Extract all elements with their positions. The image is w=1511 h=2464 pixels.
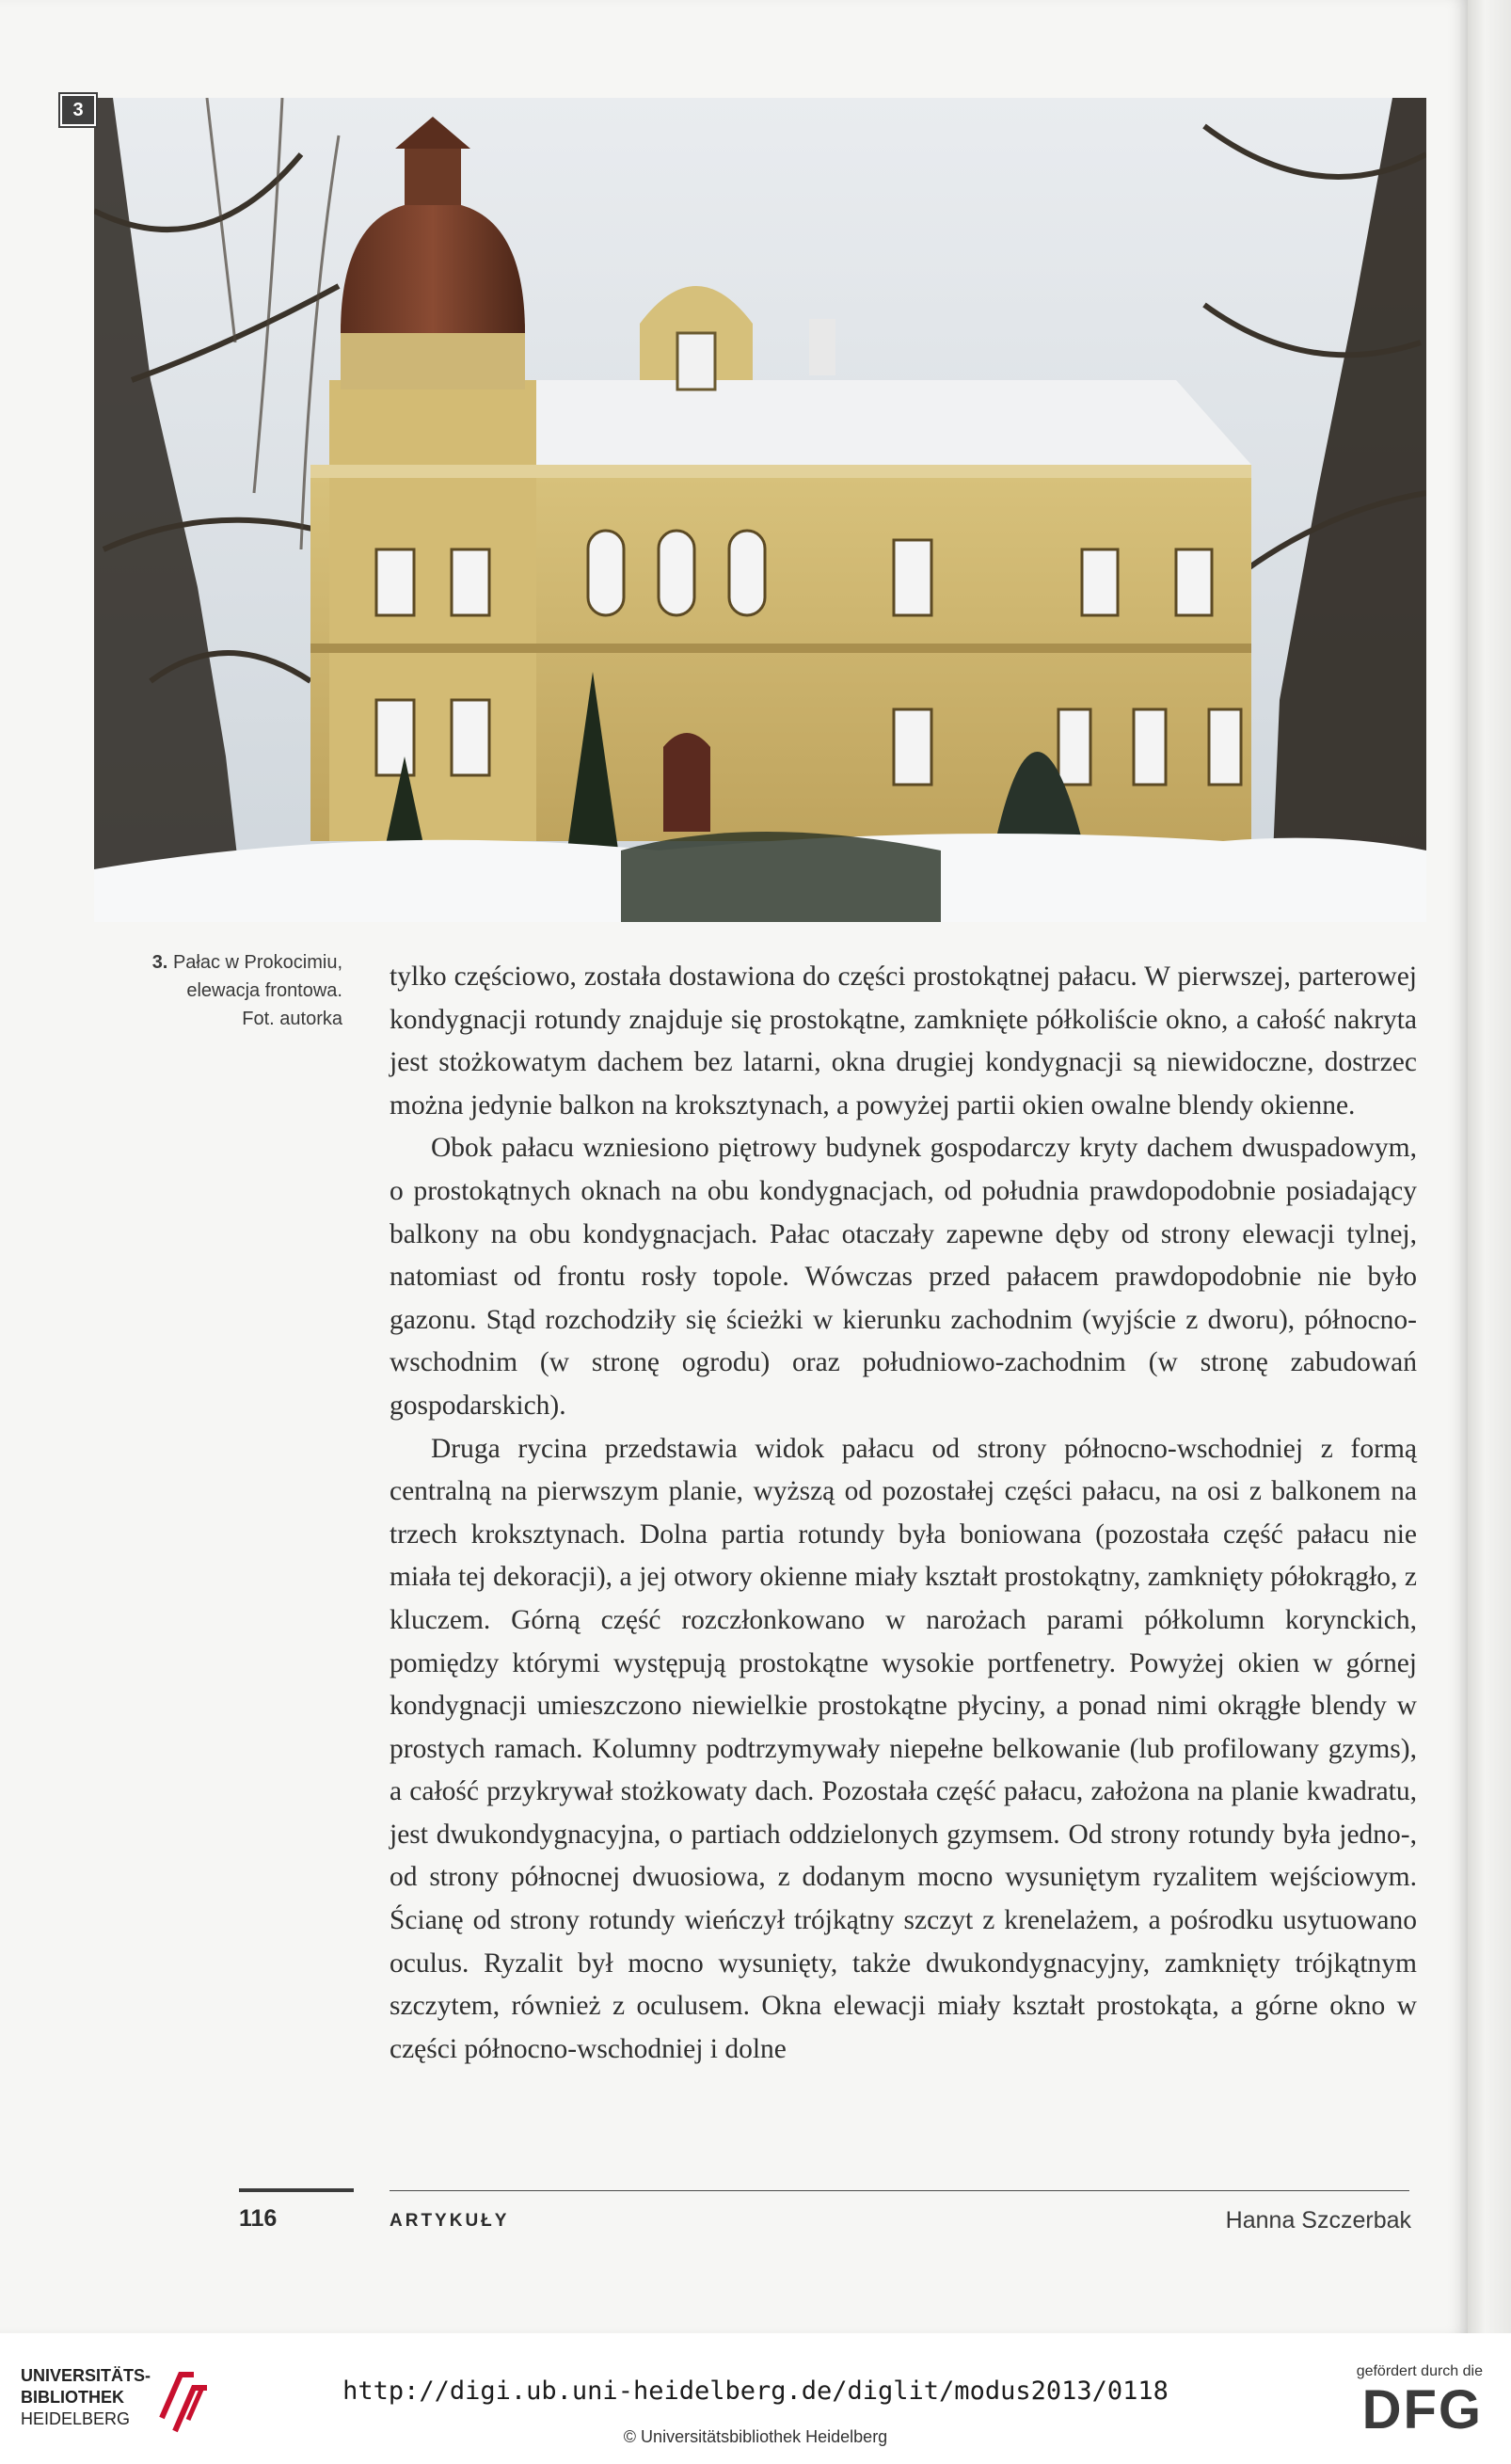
dfg-logo[interactable] [1295,2363,1483,2440]
caption-line-1 [60,948,342,977]
caption-number: 3. [151,952,168,973]
dfg-mark: DFG [1361,2379,1483,2440]
figure-caption [60,948,342,1033]
article-body [390,956,1417,2071]
page-edge [1468,0,1511,2333]
funding-label: gefördert durch die [1356,2363,1483,2379]
footer-rule-right [390,2190,1409,2191]
page-number: 116 [239,2205,278,2232]
paragraph-1: tylko częściowo, została dostawiona do części prostokątnej pałacu. W pierwszej, parterowej kondygnacji rotundy znajduje się prostokątne, zamknięte półkoliście okno, a całość nakryta jest stożkowatym dachem bez latarni, okna drugiej kondygnacji są niewidoczne, dostrzec można jedynie balkon na kroksztynach, a powyżej partii okien owalne blendy okienne. [390,962,1417,1121]
library-city: HEIDELBERG [21,2409,131,2428]
caption-line-2: elewacja frontowa. [186,980,342,1001]
library-name-line-2: BIBLIOTHEK [21,2388,124,2407]
figure-number-badge: 3 [60,94,96,126]
paragraph-2: Obok pałacu wzniesiono piętrowy budynek gospodarczy kryty dachem dwuspadowym, o prostokątnych oknach na obu kondygnacjach, od południa prawdopodobnie posiadający balkony na obu kondygnacjach. Pałac otaczały zapewne dęby od strony elewacji tylnej, natomiast od frontu rosły topole. Wówczas przed pałacem prawdopodobnie nie było gazonu. Stąd rozchodziły się ścieżki w kierunku zachodnim (wyjście z dworu), północno-wschodnim (w stronę ogrodu) oraz południowo-zachodnim (w stronę zabudowań gospodarskich). [390,1133,1417,1421]
caption-line-3: Fot. autorka [242,1009,342,1029]
library-name-line-1: UNIVERSITÄTS- [21,2366,151,2385]
copyright-notice: © Universitätsbibliothek Heidelberg [623,2427,888,2446]
section-name: ARTYKUŁY [390,2211,510,2231]
footer-rule-left [239,2188,354,2192]
source-url-link[interactable]: http://digi.ub.uni-heidelberg.de/diglit/modus2013/0118 [342,2377,1169,2406]
caption-text-1: Pałac w Prokocimiu, [172,952,342,973]
palace-photo [94,98,1426,922]
paragraph-3: Druga rycina przedstawia widok pałacu od strony północno-wschodniej z formą centralną na pierwszym planie, wyższą od pozostałej części pałacu, na osi z balkonem na trzech kroksztynach. Dolna partia rotundy była boniowana (pozostała część pałacu nie miała tej dekoracji), a jej otwory okienne miały kształt prostokątny, zamknięty półokrągło, z kluczem. Górną część rozczłonkowano w narożach parami półkolumn korynckich, pomiędzy którymi występują prostokątne wysokie portfenetry. Powyżej okien w górnej kondygnacji umieszczono niewielkie prostokątne płyciny, a ponad nimi okrągłe blendy w prostych ramach. Kolumny podtrzymywały niepełne belkowanie (lub profilowany gzyms), a całość przykrywał stożkowaty dach. Pozostała część pałacu, założona na planie kwadratu, jest dwukondygnacyjna, o partiach oddzielonych gzymsem. Od strony rotundy była jedno-, od strony północnej dwuosiowa, z dodanym mocno wysuniętym ryzalitem wejściowym. Ścianę od strony rotundy wieńczył trójkątny szczyt z krenelażem, a pośrodku usytuowano oculus. Ryzalit był mocno wysunięty, także dwukondygnacyjny, zamknięty trójkątnym szczytem, również z oculusem. Okna elewacji miały kształt prostokąta, a górne okno w części północno-wschodniej i dolne [390,1433,1417,2064]
author-name: Hanna Szczerbak [1225,2207,1411,2233]
